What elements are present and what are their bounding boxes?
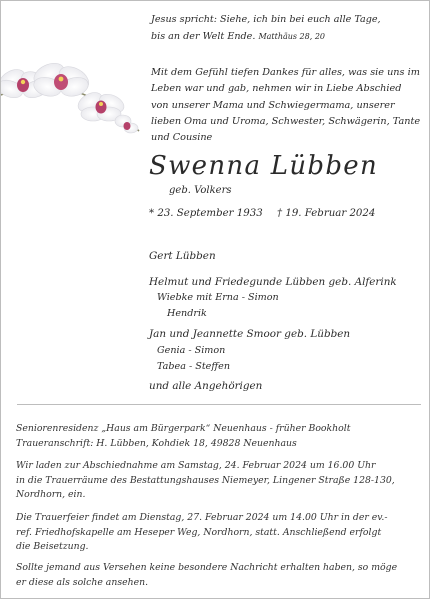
maiden-name: geb. Volkers [169, 185, 232, 196]
viewing-line: Nordhorn, ein. [16, 489, 86, 501]
notice-line: Sollte jemand aus Versehen keine besondere Nachricht erhalten haben, so möge [16, 562, 398, 573]
service-paragraph [16, 511, 421, 555]
verse-reference: Matthäus 28, 20 [258, 32, 325, 41]
intro-line: lieben Oma und Uroma, Schwester, Schwägerin, Tante [151, 115, 421, 127]
mourner-gert: Gert Lübben [149, 250, 216, 262]
deceased-name: Swenna Lübben [149, 151, 379, 181]
death-date: † 19. Februar 2024 [277, 208, 376, 219]
mourner-genia: Genia - Simon [157, 345, 226, 356]
bible-verse [151, 11, 421, 45]
service-line: ref. Friedhofskapelle am Heseper Weg, Nordhorn, statt. Anschließend erfolgt [16, 526, 382, 538]
residence-line: Seniorenresidenz „Haus am Bürgerpark“ Neuenhaus - früher Bookholt [16, 423, 351, 434]
intro-paragraph [151, 65, 423, 146]
verse-line-1: Jesus spricht: Siehe, ich bin bei euch alle Tage, [151, 14, 381, 25]
mourner-wiebke: Wiebke mit Erna - Simon [157, 292, 279, 303]
intro-line: Mit dem Gefühl tiefen Dankes für alles, was sie uns im [151, 67, 420, 78]
mourning-address: Traueranschrift: H. Lübben, Kohdiek 18, 49828 Neuenhaus [16, 438, 297, 449]
verse-line-2 [151, 28, 421, 45]
service-line: die Beisetzung. [16, 541, 89, 553]
life-dates [149, 208, 376, 219]
intro-line: von unserer Mama und Schwiegermama, unserer [151, 99, 395, 111]
mourner-relatives: und alle Angehörigen [149, 380, 263, 392]
viewing-paragraph [16, 459, 421, 503]
divider [17, 404, 421, 405]
verse-line-2-text: bis an der Welt Ende. [151, 31, 256, 42]
orchid-image [1, 55, 141, 147]
mourner-tabea: Tabea - Steffen [157, 361, 231, 372]
intro-line: Leben war und gab, nehmen wir in Liebe Abschied [151, 83, 402, 95]
notice-paragraph [16, 561, 421, 590]
mourner-hendrik: Hendrik [167, 308, 207, 319]
viewing-line: in die Trauerräume des Bestattungshauses Niemeyer, Lingener Straße 128-130, [16, 474, 395, 486]
service-line: Die Trauerfeier findet am Dienstag, 27. Februar 2024 um 14.00 Uhr in der ev.- [16, 512, 388, 523]
mourner-helmut-family: Helmut und Friedegunde Lübben geb. Alferink [149, 276, 397, 288]
intro-line: und Cousine [151, 132, 213, 144]
mourner-jan-family: Jan und Jeannette Smoor geb. Lübben [149, 328, 351, 340]
viewing-line: Wir laden zur Abschiednahme am Samstag, 24. Februar 2024 um 16.00 Uhr [16, 460, 376, 471]
notice-line: er diese als solche ansehen. [16, 576, 149, 588]
birth-date: * 23. September 1933 [149, 208, 263, 219]
